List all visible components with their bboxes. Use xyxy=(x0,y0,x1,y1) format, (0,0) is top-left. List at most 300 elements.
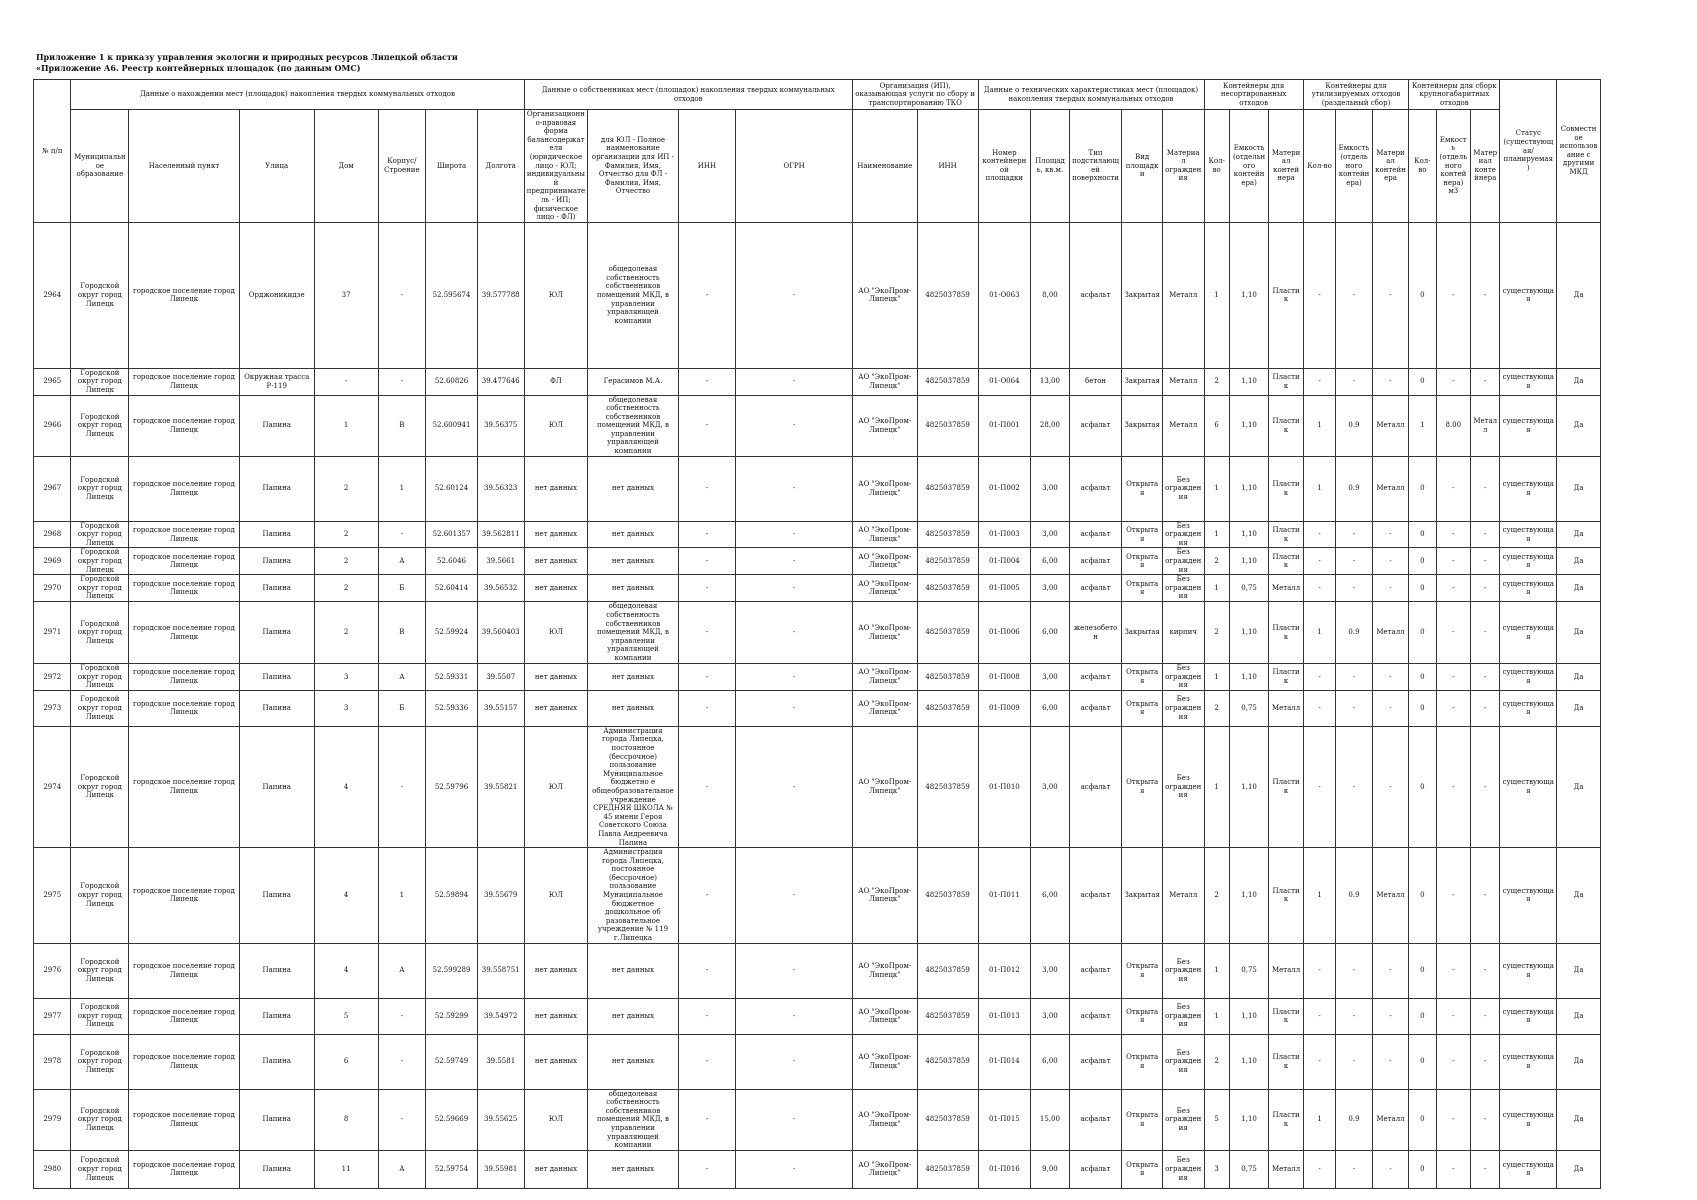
table-cell: 9,00 xyxy=(1031,1150,1070,1188)
table-cell: 52.59669 xyxy=(426,1089,478,1150)
table-cell: - xyxy=(678,222,736,368)
table-cell: 15,00 xyxy=(1031,1089,1070,1150)
table-cell: - xyxy=(1303,726,1335,847)
table-cell: 1 xyxy=(1204,222,1229,368)
table-cell: городское поселение город Липецк xyxy=(129,575,239,602)
table-cell: 1 xyxy=(314,395,378,456)
table-cell: асфальт xyxy=(1069,548,1122,575)
table-cell: 13,00 xyxy=(1031,368,1070,395)
table-cell: - xyxy=(736,690,853,726)
table-cell: Папина xyxy=(239,848,314,944)
table-cell: Орджоникидзе xyxy=(239,222,314,368)
table-cell: существующая xyxy=(1500,395,1557,456)
table-row xyxy=(34,1034,1601,1089)
table-cell: асфальт xyxy=(1069,998,1122,1034)
table-cell: Папина xyxy=(239,548,314,575)
table-cell: 4825037859 xyxy=(917,456,978,521)
table-cell: Городской округ город Липецк xyxy=(71,1089,129,1150)
table-cell: - xyxy=(1436,575,1470,602)
table-cell: - xyxy=(678,548,736,575)
table-cell: городское поселение город Липецк xyxy=(129,1089,239,1150)
table-cell: нет данных xyxy=(524,521,588,548)
table-cell: Пластик xyxy=(1269,456,1303,521)
table-cell: ЮЛ xyxy=(524,602,588,664)
table-cell: Пластик xyxy=(1269,998,1303,1034)
table-cell: 39.562811 xyxy=(477,521,524,548)
table-cell: 0 xyxy=(1409,368,1436,395)
table-cell: Пластик xyxy=(1269,602,1303,664)
table-cell: 2968 xyxy=(34,521,71,548)
group-header-recycle: Контейнеры для утилизируемых отходов (раздельный сбор) xyxy=(1303,80,1408,110)
table-cell: городское поселение город Липецк xyxy=(129,395,239,456)
table-cell: кирпич xyxy=(1162,602,1204,664)
title-line-2: «Приложение А6. Реестр контейнерных площадок (по данным ОМС) xyxy=(36,63,361,73)
col-header: Наименование xyxy=(852,110,917,223)
table-cell: Открытая xyxy=(1122,726,1163,847)
table-cell: - xyxy=(1336,575,1372,602)
table-cell: 11 xyxy=(314,1150,378,1188)
table-cell: 0 xyxy=(1409,1089,1436,1150)
table-cell: существующая xyxy=(1500,943,1557,998)
table-cell: - xyxy=(736,602,853,664)
table-cell: 01-П014 xyxy=(978,1034,1031,1089)
table-cell: АО "ЭкоПром-Липецк" xyxy=(852,998,917,1034)
table-cell: А xyxy=(378,548,426,575)
table-cell: - xyxy=(1372,521,1408,548)
col-header: для ЮЛ - Полное наименование организации для ИП - Фамилия, Имя, Отчество для ФЛ - Фамилия, Имя, Отчество xyxy=(588,110,678,223)
table-cell: АО "ЭкоПром-Липецк" xyxy=(852,690,917,726)
table-cell: 0.9 xyxy=(1336,602,1372,664)
table-cell: существующая xyxy=(1500,548,1557,575)
table-cell: - xyxy=(1436,664,1470,691)
table-cell: городское поселение город Липецк xyxy=(129,521,239,548)
table-cell: городское поселение город Липецк xyxy=(129,1150,239,1188)
table-cell: 01-О063 xyxy=(978,222,1031,368)
table-cell: городское поселение город Липецк xyxy=(129,222,239,368)
table-cell: 4825037859 xyxy=(917,943,978,998)
table-cell: 1,10 xyxy=(1229,222,1269,368)
table-cell: 01-П001 xyxy=(978,395,1031,456)
table-cell: 1 xyxy=(1204,521,1229,548)
table-cell: существующая xyxy=(1500,575,1557,602)
table-cell: 0 xyxy=(1409,1034,1436,1089)
table-cell: нет данных xyxy=(524,690,588,726)
table-cell: 2974 xyxy=(34,726,71,847)
table-cell: 2970 xyxy=(34,575,71,602)
table-cell: 2975 xyxy=(34,848,71,944)
table-cell: - xyxy=(1372,1034,1408,1089)
table-cell: - xyxy=(1436,848,1470,944)
table-cell: 4825037859 xyxy=(917,690,978,726)
table-cell: 2973 xyxy=(34,690,71,726)
table-cell: АО "ЭкоПром-Липецк" xyxy=(852,726,917,847)
table-cell: 52.601357 xyxy=(426,521,478,548)
table-cell: нет данных xyxy=(588,1034,678,1089)
table-cell: 39.56532 xyxy=(477,575,524,602)
table-cell: Б xyxy=(378,690,426,726)
table-cell: - xyxy=(678,998,736,1034)
group-header-location: Данные о нахождении мест (площадок) накопления твердых коммунальных отходов xyxy=(71,80,524,110)
table-cell: асфальт xyxy=(1069,726,1122,847)
table-cell: 1 xyxy=(1204,943,1229,998)
table-cell: - xyxy=(678,726,736,847)
table-cell: Открытая xyxy=(1122,1089,1163,1150)
table-cell: - xyxy=(1372,664,1408,691)
table-cell: 39.56375 xyxy=(477,395,524,456)
table-cell: - xyxy=(1436,456,1470,521)
table-cell: Металл xyxy=(1372,395,1408,456)
col-header: Муниципальное образование xyxy=(71,110,129,223)
table-cell: - xyxy=(1471,521,1500,548)
table-cell: нет данных xyxy=(588,521,678,548)
table-cell: - xyxy=(1436,1089,1470,1150)
table-cell: 1,10 xyxy=(1229,368,1269,395)
table-cell: АО "ЭкоПром-Липецк" xyxy=(852,1089,917,1150)
table-cell: - xyxy=(1471,548,1500,575)
table-cell: 0.9 xyxy=(1336,848,1372,944)
table-cell: Да xyxy=(1557,395,1601,456)
table-cell: асфальт xyxy=(1069,943,1122,998)
table-cell: - xyxy=(736,1150,853,1188)
table-cell: Металл xyxy=(1162,395,1204,456)
table-cell: Городской округ город Липецк xyxy=(71,848,129,944)
table-cell: Открытая xyxy=(1122,1150,1163,1188)
table-cell: городское поселение город Липецк xyxy=(129,368,239,395)
table-cell: 0 xyxy=(1409,575,1436,602)
table-cell: 1 xyxy=(378,456,426,521)
table-cell: 2966 xyxy=(34,395,71,456)
table-cell: Да xyxy=(1557,548,1601,575)
table-cell: - xyxy=(1436,521,1470,548)
table-cell: 52.59796 xyxy=(426,726,478,847)
table-cell: Папина xyxy=(239,521,314,548)
table-cell: - xyxy=(1436,548,1470,575)
table-cell: городское поселение город Липецк xyxy=(129,998,239,1034)
table-cell: Металл xyxy=(1269,943,1303,998)
table-cell: - xyxy=(1436,690,1470,726)
table-cell: Металл xyxy=(1162,848,1204,944)
table-cell: - xyxy=(736,1034,853,1089)
group-header-bulky: Контейнеры для сборк крупногабаритных отходов xyxy=(1409,80,1500,110)
table-cell: городское поселение город Липецк xyxy=(129,1034,239,1089)
table-cell: 01-П013 xyxy=(978,998,1031,1034)
table-cell: - xyxy=(678,690,736,726)
table-cell: 1,10 xyxy=(1229,456,1269,521)
table-cell: АО "ЭкоПром-Липецк" xyxy=(852,368,917,395)
table-cell: асфальт xyxy=(1069,1150,1122,1188)
table-cell: АО "ЭкоПром-Липецк" xyxy=(852,848,917,944)
table-cell: ЮЛ xyxy=(524,395,588,456)
table-cell: 0 xyxy=(1409,943,1436,998)
table-cell: 39.5581 xyxy=(477,1034,524,1089)
table-cell: - xyxy=(1336,664,1372,691)
table-cell: В xyxy=(378,395,426,456)
table-cell: - xyxy=(1471,943,1500,998)
table-cell: 2969 xyxy=(34,548,71,575)
table-cell: - xyxy=(1303,664,1335,691)
col-header: Вид площадки xyxy=(1122,110,1163,223)
table-cell: - xyxy=(1436,943,1470,998)
table-cell: Городской округ город Липецк xyxy=(71,690,129,726)
group-header-tech: Данные о технических характеристиках мест (площадок) накопления твердых коммунальных отходов xyxy=(978,80,1204,110)
table-row xyxy=(34,726,1601,847)
table-cell: Папина xyxy=(239,690,314,726)
col-header: Материал контейнера xyxy=(1471,110,1500,223)
table-cell: 2 xyxy=(1204,690,1229,726)
table-cell: существующая xyxy=(1500,1150,1557,1188)
table-cell: 39.477646 xyxy=(477,368,524,395)
table-cell: Без ограждения xyxy=(1162,726,1204,847)
table-cell: Открытая xyxy=(1122,575,1163,602)
table-cell: - xyxy=(1471,848,1500,944)
table-cell: Да xyxy=(1557,848,1601,944)
table-cell: 1 xyxy=(1303,848,1335,944)
table-cell: Пластик xyxy=(1269,664,1303,691)
table-cell: существующая xyxy=(1500,456,1557,521)
col-header: ОГРН xyxy=(736,110,853,223)
col-header: Дом xyxy=(314,110,378,223)
table-cell: существующая xyxy=(1500,602,1557,664)
table-cell: 8.00 xyxy=(1436,395,1470,456)
table-cell: нет данных xyxy=(588,548,678,575)
table-cell: 01-П009 xyxy=(978,690,1031,726)
table-cell: Открытая xyxy=(1122,548,1163,575)
table-row xyxy=(34,1089,1601,1150)
table-cell: городское поселение город Липецк xyxy=(129,690,239,726)
table-cell: - xyxy=(1471,998,1500,1034)
table-cell: Металл xyxy=(1372,1089,1408,1150)
table-cell: АО "ЭкоПром-Липецк" xyxy=(852,548,917,575)
table-cell: - xyxy=(1471,726,1500,847)
table-cell: 01-П012 xyxy=(978,943,1031,998)
table-cell: асфальт xyxy=(1069,222,1122,368)
table-cell: 3,00 xyxy=(1031,575,1070,602)
table-cell: - xyxy=(736,395,853,456)
table-cell: 0.9 xyxy=(1336,456,1372,521)
table-cell: - xyxy=(678,848,736,944)
table-cell: Пластик xyxy=(1269,521,1303,548)
table-cell: Пластик xyxy=(1269,395,1303,456)
table-cell: - xyxy=(736,456,853,521)
table-cell: - xyxy=(1336,998,1372,1034)
table-cell: Городской округ город Липецк xyxy=(71,395,129,456)
column-header-row xyxy=(34,110,1601,223)
table-cell: 39.558751 xyxy=(477,943,524,998)
table-cell: - xyxy=(1336,521,1372,548)
col-header: Кол-во xyxy=(1204,110,1229,223)
table-row xyxy=(34,395,1601,456)
table-cell: 0 xyxy=(1409,548,1436,575)
table-cell: 4825037859 xyxy=(917,726,978,847)
table-cell: - xyxy=(1372,998,1408,1034)
table-cell: Городской округ город Липецк xyxy=(71,943,129,998)
table-row xyxy=(34,690,1601,726)
table-cell: 1,10 xyxy=(1229,395,1269,456)
table-cell: - xyxy=(1471,1150,1500,1188)
col-header: Емкость (отдельного контейнера) xyxy=(1336,110,1372,223)
table-cell: - xyxy=(1336,726,1372,847)
table-cell: - xyxy=(678,1034,736,1089)
table-cell: 6 xyxy=(1204,395,1229,456)
table-cell: городское поселение город Липецк xyxy=(129,848,239,944)
table-cell: 01-П010 xyxy=(978,726,1031,847)
table-cell: 39.55625 xyxy=(477,1089,524,1150)
table-cell: 39.55679 xyxy=(477,848,524,944)
table-cell: - xyxy=(1471,368,1500,395)
table-cell: - xyxy=(314,368,378,395)
table-cell: Городской округ город Липецк xyxy=(71,368,129,395)
table-cell: - xyxy=(678,943,736,998)
table-cell: 2977 xyxy=(34,998,71,1034)
table-cell: Городской округ город Липецк xyxy=(71,998,129,1034)
table-cell: 3 xyxy=(314,690,378,726)
table-cell: Открытая xyxy=(1122,943,1163,998)
table-cell: Пластик xyxy=(1269,1089,1303,1150)
table-cell: Городской округ город Липецк xyxy=(71,664,129,691)
table-cell: 0,75 xyxy=(1229,943,1269,998)
table-cell: Городской округ город Липецк xyxy=(71,521,129,548)
table-cell: Без ограждения xyxy=(1162,664,1204,691)
table-cell: Папина xyxy=(239,943,314,998)
table-cell: 52.59894 xyxy=(426,848,478,944)
table-cell: Да xyxy=(1557,943,1601,998)
col-header: Материал контейнера xyxy=(1372,110,1408,223)
table-cell: 1 xyxy=(1204,456,1229,521)
table-cell: АО "ЭкоПром-Липецк" xyxy=(852,1034,917,1089)
table-cell: - xyxy=(678,1150,736,1188)
table-cell: 6,00 xyxy=(1031,1034,1070,1089)
table-cell: существующая xyxy=(1500,1034,1557,1089)
table-cell: - xyxy=(1372,575,1408,602)
table-cell: асфальт xyxy=(1069,848,1122,944)
table-cell: Городской округ город Липецк xyxy=(71,575,129,602)
table-cell: - xyxy=(378,726,426,847)
table-cell: 2 xyxy=(314,521,378,548)
table-cell: 39.577788 xyxy=(477,222,524,368)
col-header: № п/п xyxy=(34,80,71,223)
table-cell: Пластик xyxy=(1269,222,1303,368)
table-cell: В xyxy=(378,602,426,664)
table-cell: 2967 xyxy=(34,456,71,521)
table-cell: 0,75 xyxy=(1229,1150,1269,1188)
table-cell: 0 xyxy=(1409,664,1436,691)
table-cell: АО "ЭкоПром-Липецк" xyxy=(852,575,917,602)
table-cell: асфальт xyxy=(1069,690,1122,726)
table-cell: 1 xyxy=(1303,1089,1335,1150)
table-cell: 2 xyxy=(1204,548,1229,575)
table-cell: 1 xyxy=(378,848,426,944)
table-cell: - xyxy=(1336,548,1372,575)
col-header: Долгота xyxy=(477,110,524,223)
table-cell: 2 xyxy=(1204,602,1229,664)
table-cell: - xyxy=(1372,222,1408,368)
table-cell: 52.59749 xyxy=(426,1034,478,1089)
table-cell: Пластик xyxy=(1269,548,1303,575)
table-cell: - xyxy=(1303,690,1335,726)
table-cell: 1,10 xyxy=(1229,1034,1269,1089)
table-cell: Папина xyxy=(239,664,314,691)
table-cell: 52.6046 xyxy=(426,548,478,575)
table-row xyxy=(34,602,1601,664)
table-cell: Без ограждения xyxy=(1162,548,1204,575)
table-cell: - xyxy=(1436,998,1470,1034)
document-title xyxy=(36,52,458,74)
table-cell: - xyxy=(1471,664,1500,691)
table-cell: Закрытая xyxy=(1122,222,1163,368)
table-row xyxy=(34,848,1601,944)
table-row xyxy=(34,1150,1601,1188)
col-header: ИНН xyxy=(917,110,978,223)
table-cell: - xyxy=(736,848,853,944)
table-cell: нет данных xyxy=(588,943,678,998)
group-header-owner: Данные о собственниках мест (площадок) накопления твердых коммунальных отходов xyxy=(524,80,852,110)
col-header: Емкость (отдельного контейнера) м3 xyxy=(1436,110,1470,223)
registry-table xyxy=(33,79,1601,1189)
table-cell: 4825037859 xyxy=(917,664,978,691)
table-cell: 01-П011 xyxy=(978,848,1031,944)
table-cell: Закрытая xyxy=(1122,395,1163,456)
table-cell: нет данных xyxy=(524,575,588,602)
table-cell: 3,00 xyxy=(1031,726,1070,847)
table-cell: городское поселение город Липецк xyxy=(129,943,239,998)
table-cell: Без ограждения xyxy=(1162,943,1204,998)
table-cell: 3 xyxy=(1204,1150,1229,1188)
table-cell: - xyxy=(678,368,736,395)
table-cell: ЮЛ xyxy=(524,726,588,847)
table-cell: Закрытая xyxy=(1122,602,1163,664)
table-cell: 39.55157 xyxy=(477,690,524,726)
table-cell: - xyxy=(378,998,426,1034)
table-row xyxy=(34,368,1601,395)
col-header: Материал контейнера xyxy=(1269,110,1303,223)
table-cell: 0.9 xyxy=(1336,395,1372,456)
table-cell: - xyxy=(378,1034,426,1089)
table-cell: Без ограждения xyxy=(1162,690,1204,726)
table-cell: 0,75 xyxy=(1229,575,1269,602)
table-cell: - xyxy=(1303,1150,1335,1188)
table-cell: 39.56323 xyxy=(477,456,524,521)
table-cell: - xyxy=(1436,368,1470,395)
table-cell: существующая xyxy=(1500,521,1557,548)
table-cell: Металл xyxy=(1372,848,1408,944)
table-cell: - xyxy=(736,998,853,1034)
table-cell: Городской округ город Липецк xyxy=(71,1034,129,1089)
table-cell: - xyxy=(678,395,736,456)
table-cell: - xyxy=(736,575,853,602)
table-cell: городское поселение город Липецк xyxy=(129,664,239,691)
table-cell: железобетон xyxy=(1069,602,1122,664)
table-cell: - xyxy=(1372,368,1408,395)
group-header-operator: Организация (ИП), оказывающая услуги по сбору и транспортированию ТКО xyxy=(852,80,978,110)
table-cell: 4825037859 xyxy=(917,521,978,548)
table-cell: нет данных xyxy=(524,998,588,1034)
table-cell: 01-П015 xyxy=(978,1089,1031,1150)
col-header: Кол-во xyxy=(1303,110,1335,223)
col-header: Номер контейнерной площадки xyxy=(978,110,1031,223)
col-header: Совместное использование с другими МКД xyxy=(1557,80,1601,223)
table-cell: 01-П004 xyxy=(978,548,1031,575)
table-cell: 4825037859 xyxy=(917,368,978,395)
table-cell: существующая xyxy=(1500,726,1557,847)
table-cell: 4825037859 xyxy=(917,222,978,368)
table-cell: 0 xyxy=(1409,602,1436,664)
table-cell: 39.5507 xyxy=(477,664,524,691)
table-cell: 2976 xyxy=(34,943,71,998)
table-cell: 2 xyxy=(314,548,378,575)
table-cell: - xyxy=(678,664,736,691)
table-cell: - xyxy=(678,602,736,664)
table-cell: 4 xyxy=(314,943,378,998)
